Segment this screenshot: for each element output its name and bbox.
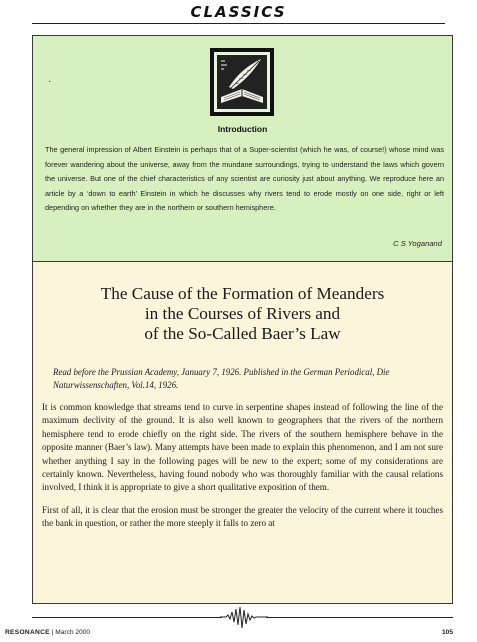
- issue-date: March 2000: [55, 629, 91, 636]
- page-footer: [0, 604, 477, 642]
- article-source-note: Read before the Prussian Academy, January 7, 1926. Published in the German Periodical, Die Naturwissenschaften, Vol.14, 1926.: [53, 367, 390, 390]
- page-number: 105: [441, 629, 453, 636]
- article-title: [33, 284, 452, 344]
- article-panel: [32, 262, 453, 604]
- introduction-heading: Introduction: [217, 124, 268, 134]
- introduction-box: [32, 35, 453, 262]
- footer-separator: |: [51, 629, 54, 636]
- section-title: CLASSICS: [190, 3, 287, 21]
- body-paragraph: First of all, it is clear that the erosion must be stronger the greater the velocity of the current where it touches the bank in question, or rather the more steeply it falls to zero at: [42, 504, 443, 529]
- stray-mark: ·: [48, 77, 52, 88]
- article-title-line: The Cause of the Formation of Meanders: [100, 284, 385, 303]
- header-rule: [32, 23, 445, 24]
- book-quill-icon: [209, 47, 275, 117]
- article-title-line: of the So-Called Baer’s Law: [144, 324, 341, 343]
- footer-rule: [32, 617, 222, 618]
- introduction-text: The general impression of Albert Einstein is perhaps that of a Super-scientist (which he was, of course!) whose mind was forever wandering about the universe, away from the mundane surroundings, trying to understand the laws which govern the universe. But one of the chief characteristics of any scientist are curiosity just about anything. We reproduce here an article by a ‘down to earth’ Einstein in which he discusses why rivers tend to erode mostly on one side, right or left depending on whether they are in the northern or southern hemisphere.: [45, 145, 444, 212]
- introduction-signature: C S Yoganand: [393, 239, 442, 248]
- running-header: [0, 0, 477, 30]
- body-paragraph: It is common knowledge that streams tend to curve in serpentine shapes instead of following the line of the maximum declivity of the ground. It is also well known to geographers that the rivers of the northern hemisphere tend to erode chiefly on the right side. The rivers of the southern hemisphere behave in the opposite manner (Baer’s law). Many attempts have been made to explain this phenomenon, and I am not sure whether anything I say in the following pages will be new to the expert; some of my considerations are certainly known. Nevertheless, having found nobody who was thoroughly familiar with the causal relations involved, I think it is appropriate to give a short qualitative exposition of them.: [42, 402, 443, 493]
- footer-rule: [266, 617, 453, 618]
- article-title-line: in the Courses of Rivers and: [144, 304, 341, 323]
- waveform-logo-icon: [220, 606, 268, 630]
- journal-name: RESONANCE: [5, 629, 50, 636]
- article-body: [42, 401, 443, 540]
- footer-journal-info: [5, 629, 90, 636]
